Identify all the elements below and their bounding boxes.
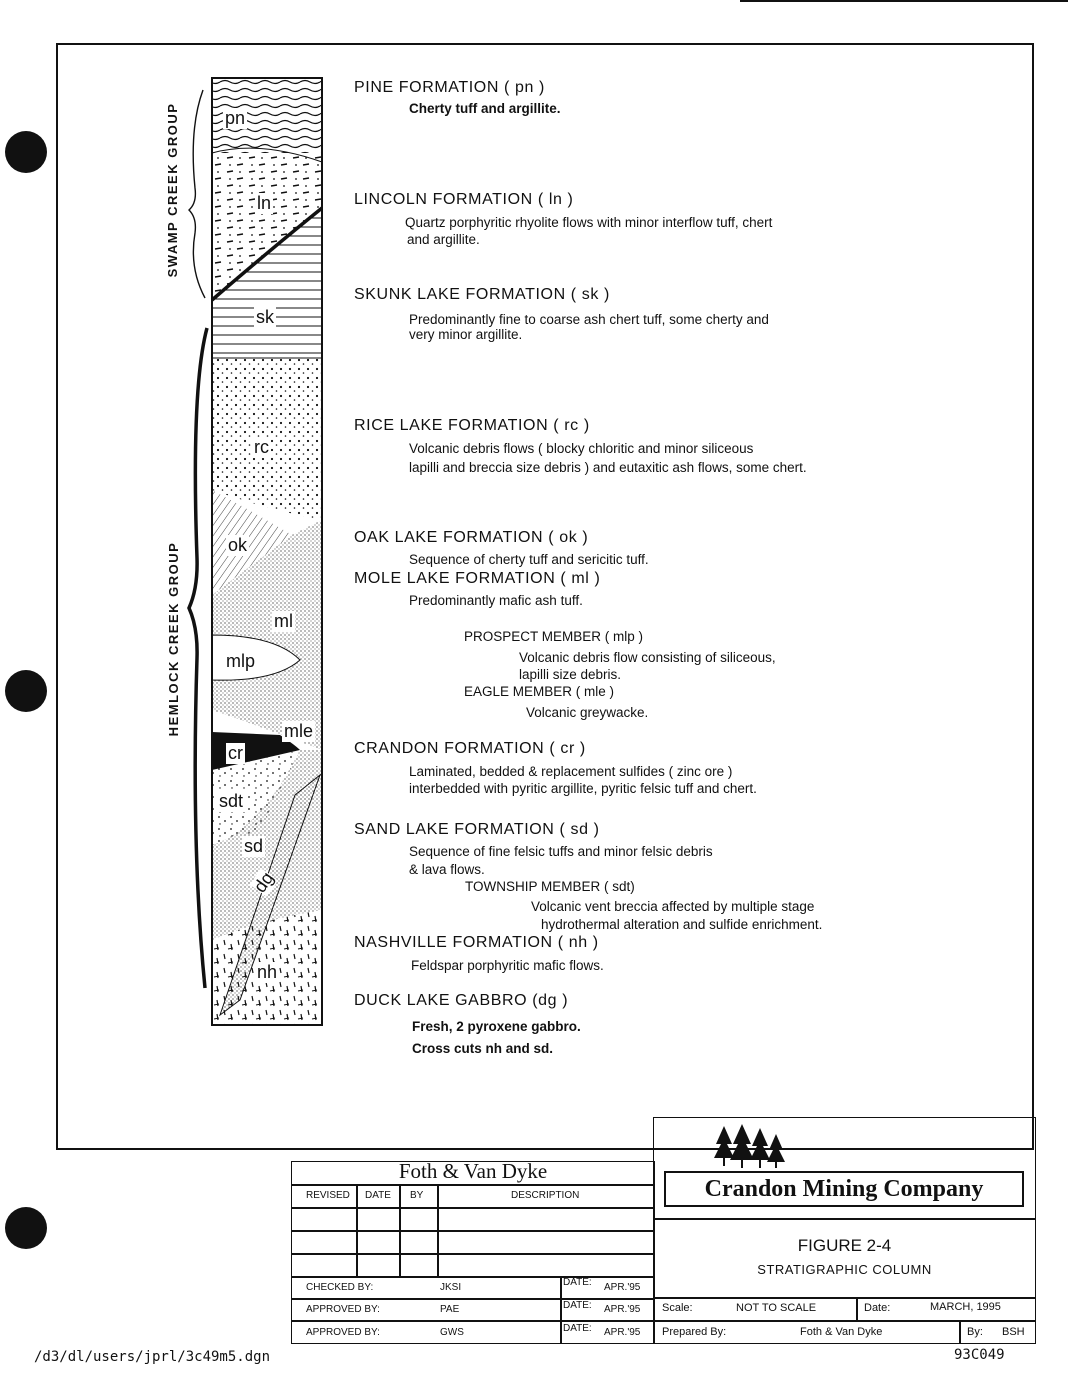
approved2-name: GWS [440,1327,464,1338]
label-ok: ok [228,535,248,555]
scale-value: NOT TO SCALE [736,1302,817,1314]
checked-date-label: DATE: [563,1277,592,1288]
figure-title: STRATIGRAPHIC COLUMN [757,1262,932,1277]
lincoln-title: LINCOLN FORMATION ( ln ) [354,191,574,208]
label-mle: mle [284,721,314,741]
pine-desc: Cherty tuff and argillite. [409,101,561,116]
township-title: TOWNSHIP MEMBER ( sdt) [465,879,635,894]
sand-desc-2: & lava flows. [409,862,485,877]
label-nh: nh [257,962,278,982]
checked-name: JKSI [440,1282,462,1293]
eagle-title: EAGLE MEMBER ( mle ) [464,684,615,699]
date-value: MARCH, 1995 [930,1301,1001,1313]
punch-hole [5,131,47,173]
label-sk: sk [256,307,274,327]
date-label: Date: [864,1302,891,1314]
label-ln: ln [257,193,272,213]
header-description: DESCRIPTION [511,1190,580,1201]
header-date: DATE [365,1190,391,1201]
nashville-desc: Feldspar porphyritic mafic flows. [411,958,604,973]
duck-desc-2: Cross cuts nh and sd. [412,1041,554,1056]
crandon-title: CRANDON FORMATION ( cr ) [354,740,586,757]
swamp-creek-group-label: SWAMP CREEK GROUP [165,102,180,278]
prepared-label: Prepared By: [662,1326,727,1338]
label-dg: dg [249,868,278,897]
skunk-title: SKUNK LAKE FORMATION ( sk ) [354,286,610,303]
company-name: Crandon Mining Company [664,1171,1024,1207]
nashville-title: NASHVILLE FORMATION ( nh ) [354,934,599,951]
header-by: BY [410,1190,424,1201]
top-edge-line [740,0,1068,2]
label-sd: sd [244,836,264,856]
oak-title: OAK LAKE FORMATION ( ok ) [354,529,589,546]
prospect-title: PROSPECT MEMBER ( mlp ) [464,629,644,644]
duck-desc-1: Fresh, 2 pyroxene gabbro. [412,1019,581,1034]
tree-logo-icon [712,1124,792,1170]
prepared-value: Foth & Van Dyke [800,1326,883,1338]
crandon-desc-1: Laminated, bedded & replacement sulfides ( zinc ore ) [409,764,733,779]
approved2-date: APR.'95 [604,1327,641,1338]
township-desc-2: hydrothermal alteration and sulfide enrichment. [541,917,823,932]
punch-hole [5,1207,47,1249]
sand-title: SAND LAKE FORMATION ( sd ) [354,821,600,838]
skunk-desc-2: very minor argillite. [409,327,523,342]
approved1-name: PAE [440,1304,460,1315]
label-rc: rc [254,437,269,457]
punch-hole [5,670,47,712]
eagle-desc: Volcanic greywacke. [526,705,649,720]
approved1-date: APR.'95 [604,1304,641,1315]
lincoln-desc-1: Quartz porphyritic rhyolite flows with minor interflow tuff, chert [405,215,773,230]
pine-title: PINE FORMATION ( pn ) [354,79,545,96]
lincoln-desc-2: and argillite. [407,232,480,247]
approved1-date-label: DATE: [563,1300,592,1311]
prospect-desc-2: lapilli size debris. [519,667,622,682]
label-cr: cr [228,743,243,763]
rice-desc-2: lapilli and breccia size debris ) and eutaxitic ash flows, some chert. [409,460,807,475]
group-braces [185,88,215,998]
file-path: /d3/dl/users/jprl/3c49m5.dgn [34,1349,271,1365]
mole-desc: Predominantly mafic ash tuff. [409,593,583,608]
approved2-label: APPROVED BY: [306,1327,380,1338]
checked-label: CHECKED BY: [306,1282,374,1293]
figure-number: FIGURE 2-4 [797,1236,892,1255]
checked-date: APR.'95 [604,1282,641,1293]
approved1-label: APPROVED BY: [306,1304,380,1315]
firm-name: Foth & Van Dyke [398,1159,548,1183]
approved2-date-label: DATE: [563,1323,592,1334]
scale-label: Scale: [662,1302,693,1314]
by-value: BSH [1002,1326,1025,1338]
mole-title: MOLE LAKE FORMATION ( ml ) [354,570,601,587]
crandon-desc-2: interbedded with pyritic argillite, pyritic felsic tuff and chert. [409,781,757,796]
header-revised: REVISED [306,1190,350,1201]
rice-title: RICE LAKE FORMATION ( rc ) [354,417,590,434]
township-desc-1: Volcanic vent breccia affected by multiple stage [531,899,815,914]
duck-title: DUCK LAKE GABBRO (dg ) [354,992,569,1009]
label-sdt: sdt [219,791,244,811]
by-label: By: [967,1326,983,1338]
sand-desc-1: Sequence of fine felsic tuffs and minor felsic debris [409,844,713,859]
hemlock-creek-group-label: HEMLOCK CREEK GROUP [166,541,181,737]
label-ml: ml [274,611,293,631]
skunk-desc-1: Predominantly fine to coarse ash chert tuff, some cherty and [409,312,769,327]
prospect-desc-1: Volcanic debris flow consisting of siliceous, [519,650,776,665]
drawing-code: 93C049 [954,1347,1005,1363]
rice-desc-1: Volcanic debris flows ( blocky chloritic and minor siliceous [409,441,754,456]
oak-desc: Sequence of cherty tuff and sericitic tuff. [409,552,649,567]
label-pn: pn [225,108,246,128]
label-mlp: mlp [226,651,256,671]
